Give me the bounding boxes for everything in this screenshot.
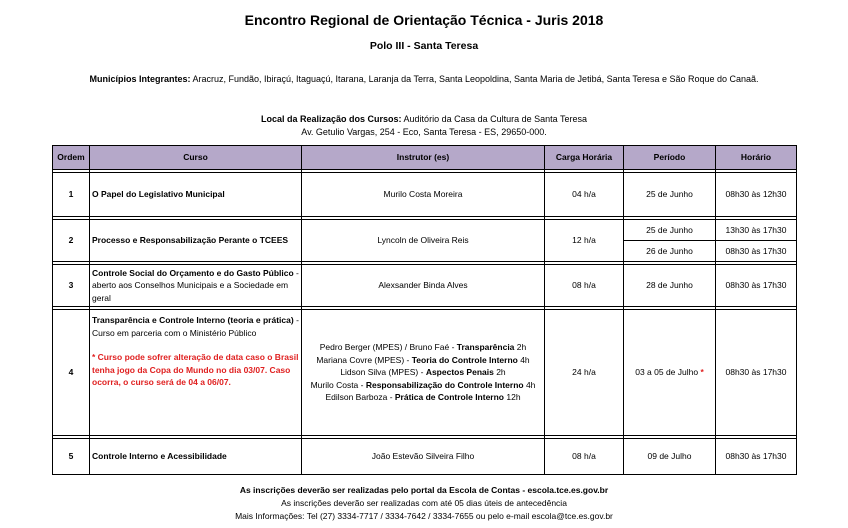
row-instrutores (302, 310, 545, 436)
header-instrutor: Instrutor (es) (302, 146, 545, 170)
row-curso: O Papel do Legislativo Municipal (90, 173, 302, 217)
local-paragraph (0, 113, 848, 139)
row-curso (90, 310, 302, 436)
row-horario: 08h30 às 17h30 (716, 439, 797, 475)
page-title: Encontro Regional de Orientação Técnica - Juris 2018 (244, 12, 604, 28)
row-carga: 08 h/a (545, 439, 624, 475)
municipios-label: Municípios Integrantes: (89, 74, 191, 84)
row-horario: 08h30 às 12h30 (716, 173, 797, 217)
header-horario: Horário (716, 146, 797, 170)
row-ordem: 1 (53, 173, 90, 217)
row-ordem: 3 (53, 265, 90, 307)
page-subtitle: Polo III - Santa Teresa (369, 40, 479, 52)
row-periodo: 09 de Julho (624, 439, 716, 475)
row-periodo: 25 de Junho (624, 220, 716, 241)
periodo-asterisk: * (698, 367, 704, 378)
table-header-row (53, 146, 797, 170)
footer-line-3: Mais Informações: Tel (27) 3334-7717 / 3334-7642 / 3334-7655 ou pelo e-mail escola@tce.es.gov.br (235, 511, 613, 521)
instrutor-entry: Edilson Barboza - Prática de Controle Interno 12h (325, 392, 521, 403)
curso-note: * Curso pode sofrer alteração de data caso o Brasil tenha jogo da Copa do Mundo no dia 03/07. Caso ocorra, o curso será de 04 a 06/07. (92, 352, 299, 387)
local-label: Local da Realização dos Cursos: (260, 114, 402, 124)
instrutor-entry: Mariana Covre (MPES) - Teoria do Controle Interno 4h (316, 354, 530, 365)
row-horario: 13h30 às 17h30 (716, 220, 797, 241)
header-ordem: Ordem (53, 146, 90, 170)
table-row (53, 265, 797, 307)
row-carga: 12 h/a (545, 220, 624, 262)
row-instrutor: Lyncoln de Oliveira Reis (302, 220, 545, 262)
local-address: Av. Getulio Vargas, 254 - Eco, Santa Teresa - ES, 29650-000. (301, 127, 547, 137)
row-periodo: 26 de Junho (624, 241, 716, 262)
row-carga: 24 h/a (545, 310, 624, 436)
curso-bold: Controle Social do Orçamento e do Gasto Público (92, 267, 294, 278)
curso-bold: Transparência e Controle Interno (teoria e prática) (92, 315, 294, 325)
local-text: Auditório da Casa da Cultura de Santa Teresa (403, 114, 587, 124)
table-row (53, 173, 797, 217)
row-ordem: 4 (53, 310, 90, 436)
row-curso (90, 265, 302, 307)
instrutor-entry: Lidson Silva (MPES) - Aspectos Penais 2h (340, 367, 506, 378)
footer-info (0, 484, 848, 523)
row-horario: 08h30 às 17h30 (716, 265, 797, 307)
row-ordem: 5 (53, 439, 90, 475)
curso-rest: - Curso em parceria com o Ministério Público (92, 315, 299, 338)
footer-line-2: As inscrições deverão ser realizadas com até 05 dias úteis de antecedência (281, 498, 567, 508)
courses-table (52, 145, 797, 475)
municipios-paragraph (60, 72, 788, 86)
header-carga: Carga Horária (545, 146, 624, 170)
row-horario: 08h30 às 17h30 (716, 310, 797, 436)
municipios-text: Aracruz, Fundão, Ibiraçú, Itaguaçú, Itarana, Laranja da Terra, Santa Leopoldina, Santa Maria de Jetibá, Santa Teresa e São Roque do Canaã. (192, 74, 759, 84)
row-instrutor: João Estevão Silveira Filho (302, 439, 545, 475)
curso-rest: - aberto aos Conselhos Municipais e a Sociedade em geral (92, 267, 299, 303)
table-row (53, 220, 797, 241)
header-periodo: Período (624, 146, 716, 170)
row-instrutor: Murilo Costa Moreira (302, 173, 545, 217)
header-curso: Curso (90, 146, 302, 170)
row-periodo: 25 de Junho (624, 173, 716, 217)
instrutor-entry: Murilo Costa - Responsabilização do Controle Interno 4h (310, 379, 536, 390)
row-instrutor: Alexsander Binda Alves (302, 265, 545, 307)
row-ordem: 2 (53, 220, 90, 262)
footer-line-1: As inscrições deverão ser realizadas pelo portal da Escola de Contas - escola.tce.es.gov.br (239, 485, 609, 495)
row-horario: 08h30 às 17h30 (716, 241, 797, 262)
table-row (53, 439, 797, 475)
row-carga: 08 h/a (545, 265, 624, 307)
row-periodo: 28 de Junho (624, 265, 716, 307)
table-row (53, 310, 797, 436)
instrutor-entry: Pedro Berger (MPES) / Bruno Faé - Transparência 2h (319, 342, 527, 353)
row-curso: Processo e Responsabilização Perante o TCEES (90, 220, 302, 262)
row-carga: 04 h/a (545, 173, 624, 217)
row-curso: Controle Interno e Acessibilidade (90, 439, 302, 475)
row-periodo: 03 a 05 de Julho * (624, 310, 716, 436)
